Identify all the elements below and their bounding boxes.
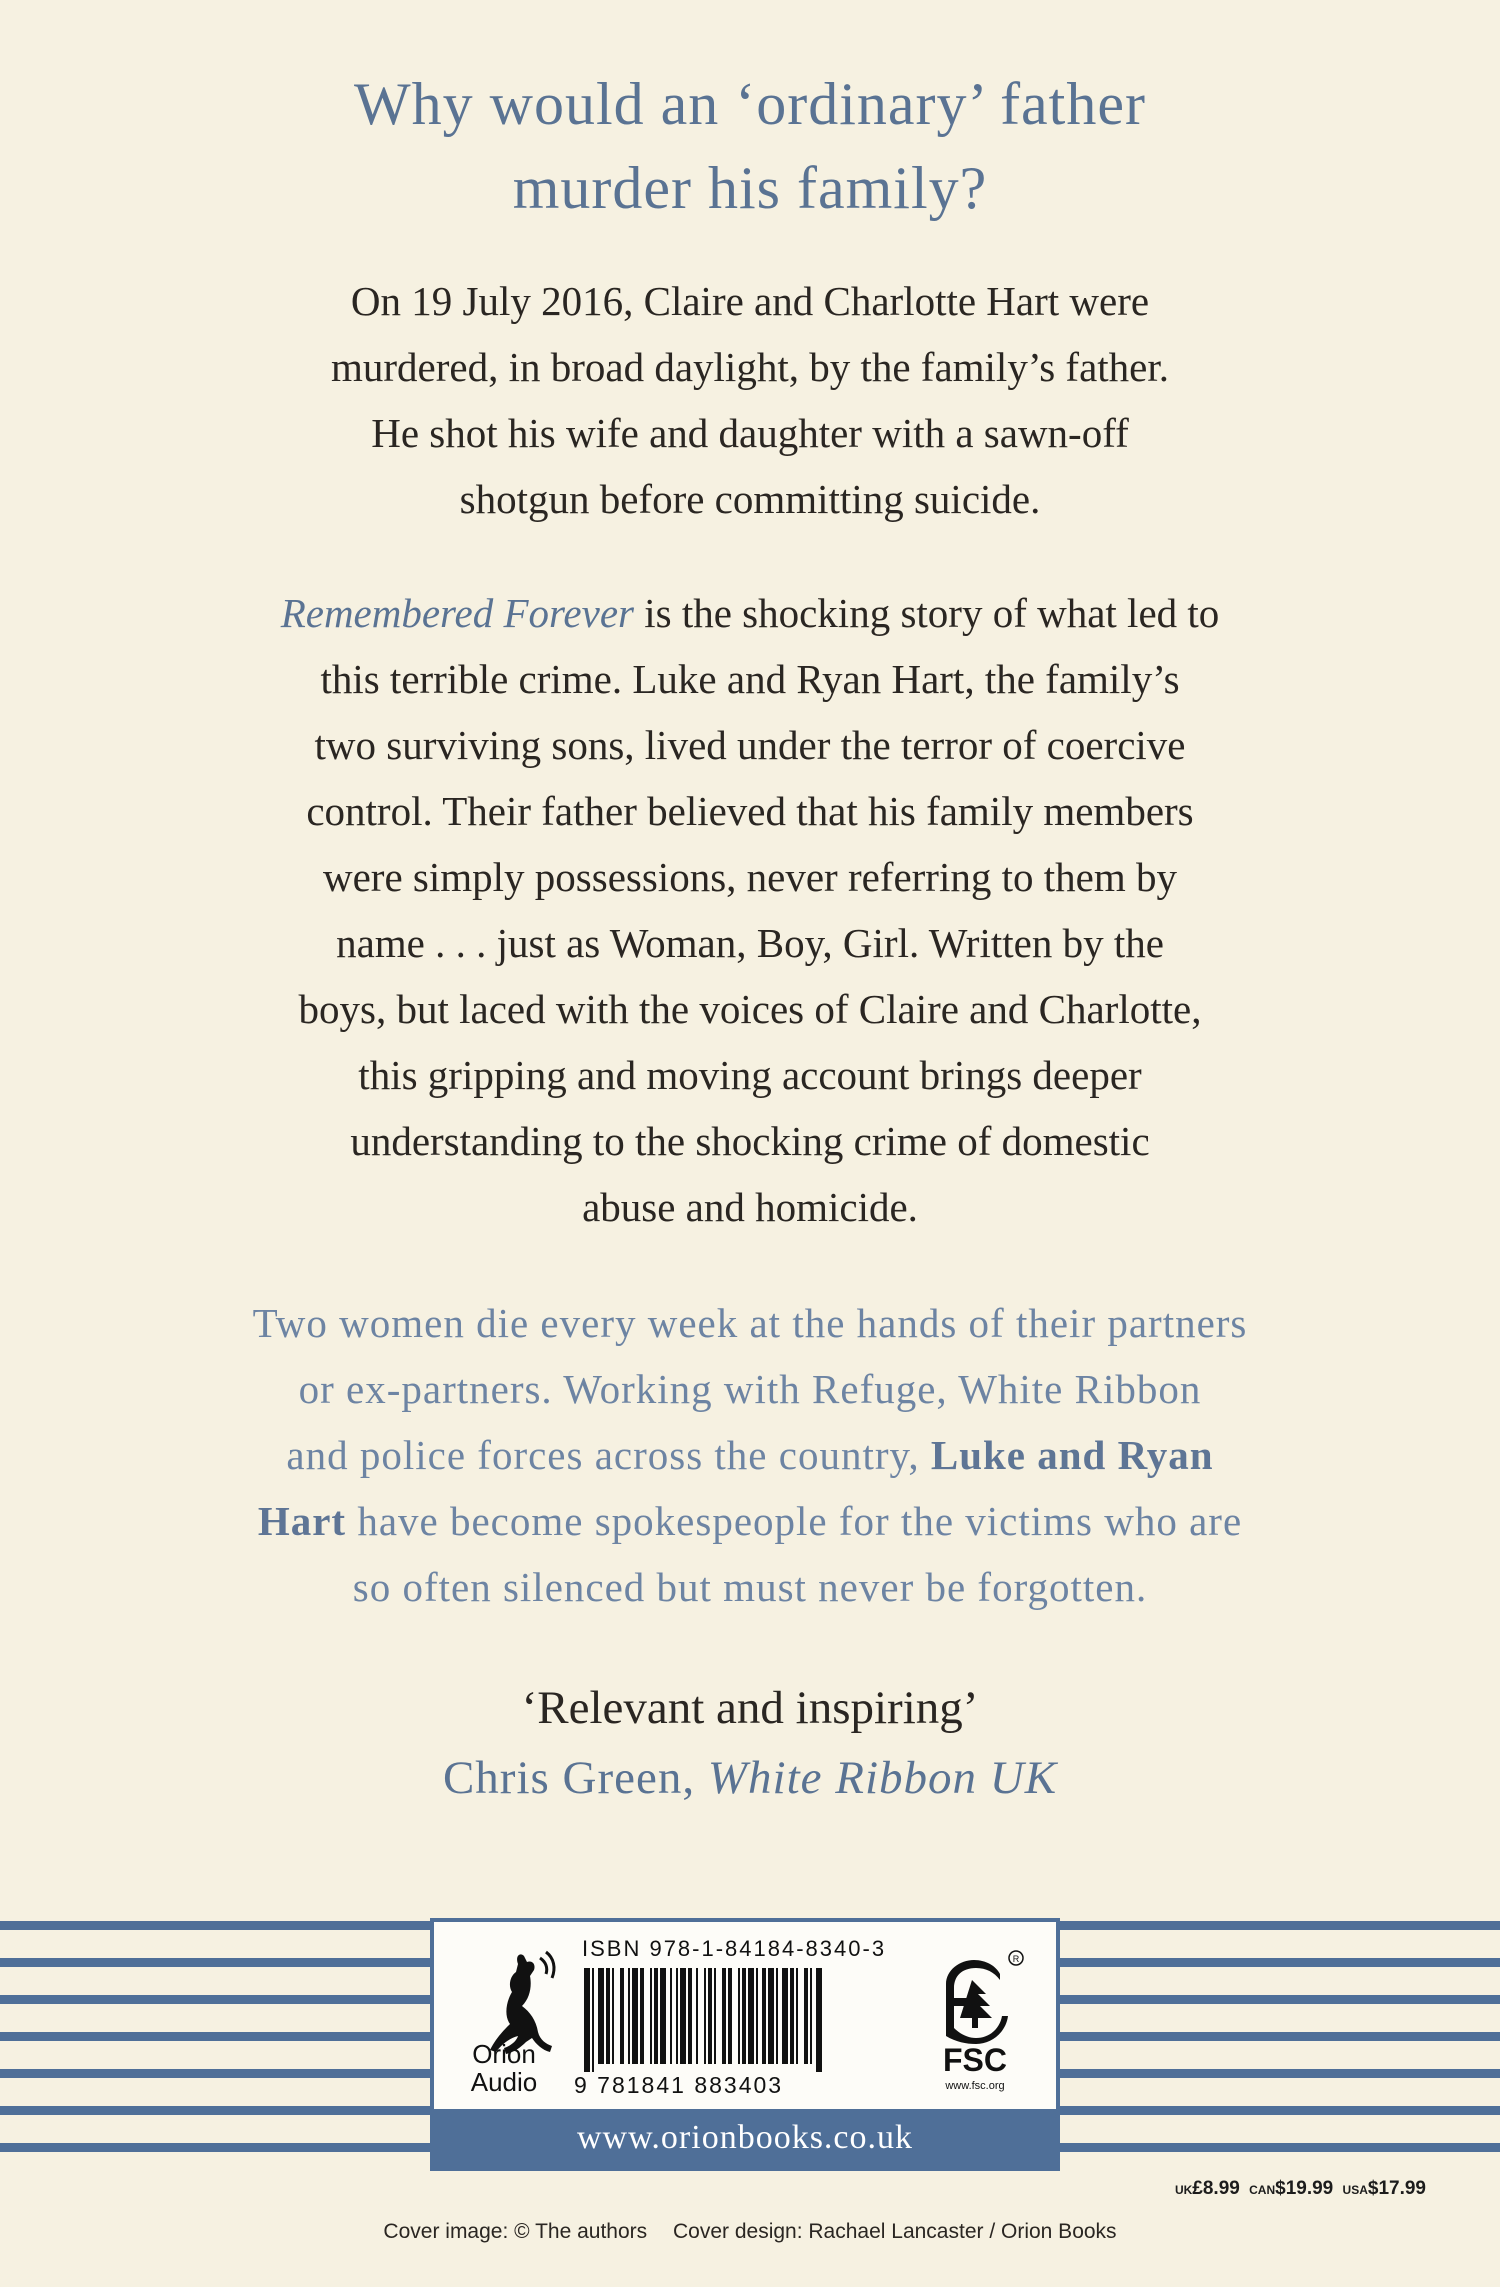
text-run: is the shocking story of what led to [633,590,1220,636]
text-line: murdered, in broad daylight, by the family’s father. [331,344,1169,390]
publisher-line: Orion [472,2039,536,2069]
barcode-bar [810,1968,812,2064]
text-line: so often silenced but must never be forgotten. [352,1564,1148,1610]
barcode-bars [584,1968,884,2072]
author-names: Luke and Ryan [930,1432,1214,1478]
text-line: or ex-partners. Working with Refuge, White Ribbon [298,1366,1202,1412]
quote-attribution [0,1746,1500,1810]
text-line: were simply possessions, never referring to them by [323,854,1177,900]
text-line: On 19 July 2016, Claire and Charlotte Hart were [350,278,1150,324]
text-run: and police forces across the country, [286,1432,931,1478]
text-line: shotgun before committing suicide. [459,476,1041,522]
barcode-bar [640,1968,644,2064]
barcode-bar [650,1968,652,2064]
barcode-bar [742,1968,746,2064]
barcode-bar [708,1968,712,2064]
text-line: understanding to the shocking crime of domestic [350,1118,1150,1164]
price-usa: $17.99 [1367,2178,1426,2199]
barcode-bar [680,1968,686,2064]
headline-line-2: murder his family? [512,155,988,221]
headline-line-1: Why would an ‘ordinary’ father [354,71,1146,137]
publisher-url[interactable]: www.orionbooks.co.uk [434,2109,1056,2167]
text-line [110,1422,1390,1488]
barcode-bar [696,1968,698,2064]
barcode-bar [592,1968,594,2072]
barcode-bar [738,1968,740,2064]
author-bio-paragraph [110,1290,1390,1620]
text-line: this terrible crime. Luke and Ryan Hart, the family’s [320,656,1180,702]
barcode-bar [676,1968,678,2064]
barcode-bar [584,1968,590,2072]
author-surname: Hart [257,1498,347,1544]
currency-usa: USA [1342,2183,1368,2197]
barcode-bar [654,1968,658,2064]
quote-author: Chris Green, [442,1752,708,1804]
quote-organisation: White Ribbon UK [707,1752,1058,1804]
isbn-label: ISBN 978-1-84184-8340-3 [582,1936,887,1961]
fsc-website: www.fsc.org [945,2080,1005,2092]
barcode-bar [756,1968,758,2064]
text-line [110,1488,1390,1554]
svg-text:R: R [1012,1954,1020,1964]
text-line: He shot his wife and daughter with a sawn-off [371,410,1129,456]
text-run: have become spokespeople for the victims who are [346,1498,1243,1544]
publisher-imprint [444,2040,564,2096]
price-uk: £8.99 [1192,2178,1240,2199]
book-title: Remembered Forever [280,590,634,636]
text-line [130,580,1370,646]
barcode-bar [782,1968,788,2064]
barcode-bar [762,1968,766,2064]
barcode-bar [714,1968,716,2064]
barcode-bar [816,1968,822,2072]
synopsis-paragraph-1 [120,268,1380,532]
barcode-bar [660,1968,666,2064]
barcode-bar [804,1968,808,2064]
currency-uk: UK [1174,2183,1193,2197]
ean-digits: 9 781841 883403 [574,2072,784,2098]
barcode-bar [688,1968,692,2064]
price-list [1175,2178,1426,2200]
fsc-label: FSC [943,2042,1007,2078]
barcode-bar [722,1968,726,2064]
cover-design-credit: Cover design: Rachael Lancaster / Orion Books [672,2220,1117,2243]
text-line: this gripping and moving account brings deeper [358,1052,1142,1098]
cover-image-credit: Cover image: © The authors [383,2220,648,2243]
barcode-bar [670,1968,672,2064]
barcode-bar [632,1968,638,2064]
currency-can: CAN [1249,2183,1276,2197]
barcode-bar [606,1968,610,2064]
text-line: Two women die every week at the hands of their partners [252,1300,1248,1346]
text-line: control. Their father believed that his family members [306,788,1194,834]
barcode-bar [598,1968,604,2064]
synopsis-paragraph-2 [130,580,1370,1240]
barcode-bar [768,1968,774,2064]
barcode-bar [796,1968,798,2064]
price-can: $19.99 [1275,2178,1334,2199]
barcode-bar [748,1968,754,2064]
barcode-bar [620,1968,624,2064]
barcode-bar [776,1968,778,2064]
text-line: abuse and homicide. [582,1184,918,1230]
barcode-bar [612,1968,614,2064]
publisher-line: Audio [470,2067,538,2097]
barcode-bar [790,1968,794,2064]
text-line: name . . . just as Woman, Boy, Girl. Written by the [336,920,1164,966]
barcode-panel [430,1918,1060,2171]
review-quote: ‘Relevant and inspiring’ [521,1682,979,1734]
barcode-bar [704,1968,706,2064]
cover-credits [0,2220,1500,2244]
text-line: two surviving sons, lived under the terror of coercive [314,722,1186,768]
headline [0,62,1500,230]
text-line: boys, but laced with the voices of Claire and Charlotte, [298,986,1202,1032]
barcode-bar [628,1968,630,2064]
barcode-bar [728,1968,732,2064]
